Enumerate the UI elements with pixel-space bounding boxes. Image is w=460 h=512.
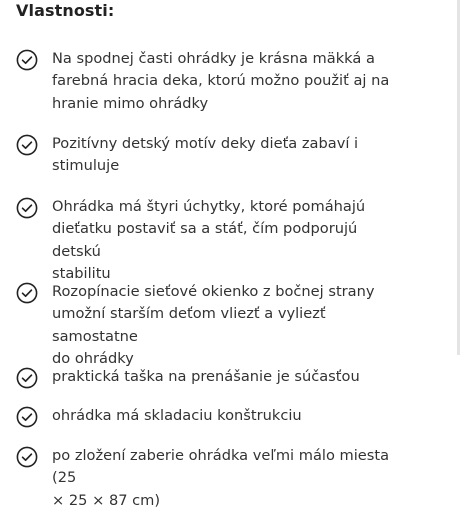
section-heading: Vlastnosti: (16, 1, 115, 20)
check-circle-icon (16, 197, 38, 219)
feature-text: Pozitívny detský motív deky dieťa zabaví i stimuluje (52, 135, 359, 175)
check-circle-icon (16, 282, 38, 304)
feature-text: praktická taška na prenášanie je súčasťou (52, 368, 360, 385)
feature-text: Ohrádka má štyri úchytky, ktoré pomáhajú dieťatku postaviť sa a stáť, čím podporujú detskú stabilitu (52, 198, 366, 283)
feature-text: Na spodnej časti ohrádky je krásna mäkká a farebná hracia deka, ktorú možno použiť aj na hranie mimo ohrádky (52, 50, 390, 112)
feature-text: Rozopínacie sieťové okienko z bočnej strany umožní starším deťom vliezť a vyliezť samostatne do ohrádky (52, 283, 375, 368)
feature-text: ohrádka má skladaciu konštrukciu (52, 407, 302, 424)
feature-text: po zložení zaberie ohrádka veľmi málo miesta (25 × 25 × 87 cm) (52, 447, 390, 509)
check-circle-icon (16, 49, 38, 71)
check-circle-icon (16, 406, 38, 428)
check-circle-icon (16, 367, 38, 389)
check-circle-icon (16, 134, 38, 156)
check-circle-icon (16, 446, 38, 468)
